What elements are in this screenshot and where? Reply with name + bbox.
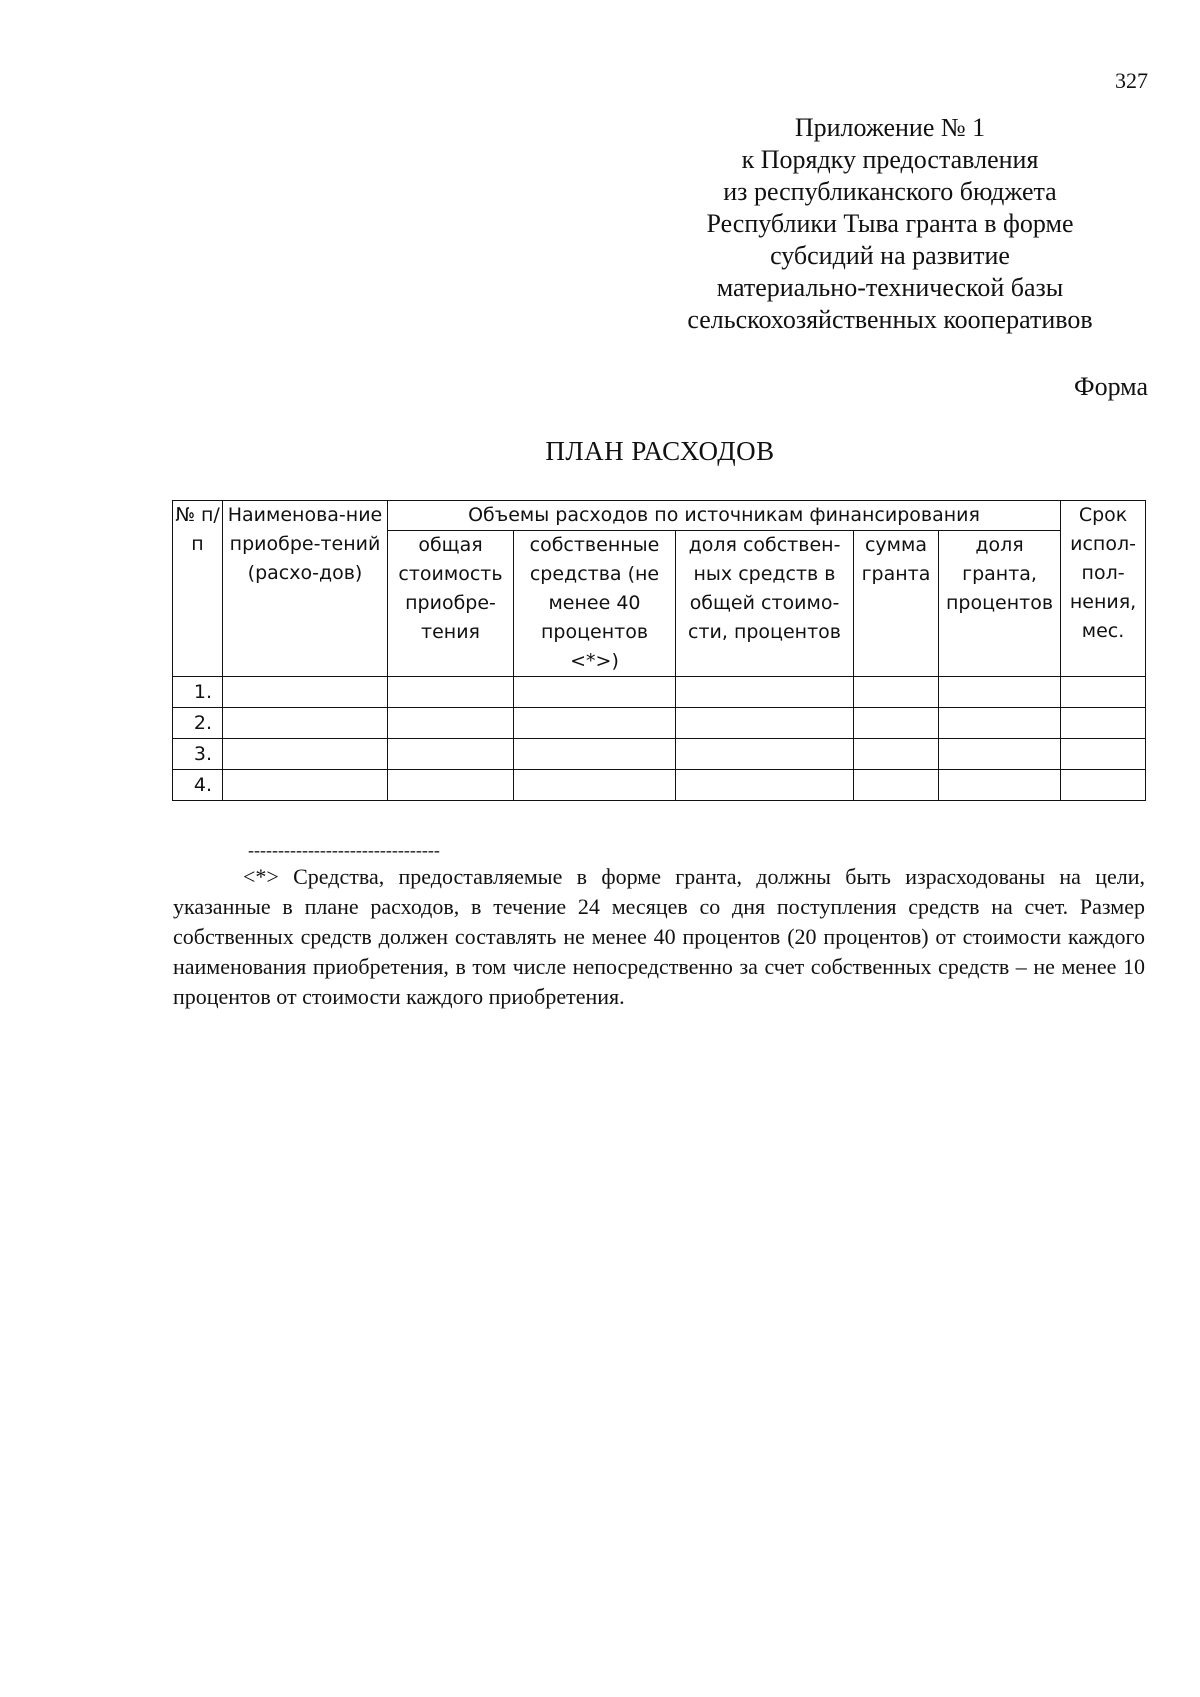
footnote-text: <*> Средства, предоставляемые в форме гранта, должны быть израсходованы на цели, указанные в плане расходов, в течение 24 месяцев со дня поступления средств на счет. Размер собственных средств должен составлять не менее 40 процентов (20 процентов) от стоимости каждого наименования приобретения, в том числе непосредственно за счет собственных средств – не менее 10 процентов от стоимости каждого приобретения. (173, 864, 1145, 1009)
table-cell[interactable] (1061, 739, 1146, 770)
header-grant-share: доля гранта, процентов (939, 531, 1061, 677)
page-number: 327 (1115, 68, 1148, 93)
header-own-share: доля собствен-ных средств в общей стоимо-сти, процентов (676, 531, 854, 677)
table-cell[interactable] (676, 708, 854, 739)
table-cell[interactable] (223, 708, 388, 739)
table-cell[interactable] (388, 739, 514, 770)
table-cell[interactable] (939, 677, 1061, 708)
row-number: 3. (173, 739, 223, 770)
appendix-header (650, 112, 1130, 336)
appendix-line: сельскохозяйственных кооперативов (687, 305, 1093, 334)
table-cell[interactable] (388, 677, 514, 708)
table-cell[interactable] (223, 739, 388, 770)
table-cell[interactable] (223, 770, 388, 801)
appendix-line: Республики Тыва гранта в форме (706, 209, 1074, 238)
table-cell[interactable] (388, 770, 514, 801)
row-number: 1. (173, 677, 223, 708)
table-cell[interactable] (1061, 770, 1146, 801)
page-title: ПЛАН РАСХОДОВ (545, 436, 775, 466)
appendix-line: из республиканского бюджета (723, 177, 1057, 206)
table-cell[interactable] (514, 708, 676, 739)
table-cell[interactable] (854, 770, 939, 801)
appendix-line: материально-технической базы (716, 273, 1064, 302)
table-cell[interactable] (939, 739, 1061, 770)
header-term: Срок испол-пол-нения, мес. (1061, 501, 1146, 677)
table-cell[interactable] (854, 708, 939, 739)
row-number: 4. (173, 770, 223, 801)
header-name: Наименова-ние приобре-тений (расхо-дов) (223, 501, 388, 677)
table-cell[interactable] (1061, 677, 1146, 708)
table-row (173, 708, 1146, 739)
footnote-separator: -------------------------------- (248, 840, 440, 860)
table-row (173, 739, 1146, 770)
table-cell[interactable] (854, 739, 939, 770)
table-cell[interactable] (676, 677, 854, 708)
table-cell[interactable] (514, 770, 676, 801)
table-cell[interactable] (223, 677, 388, 708)
table-cell[interactable] (939, 770, 1061, 801)
header-volumes-group: Объемы расходов по источникам финансирования (388, 501, 1061, 531)
table-cell[interactable] (854, 677, 939, 708)
row-number: 2. (173, 708, 223, 739)
table-cell[interactable] (1061, 708, 1146, 739)
appendix-line: Приложение № 1 (794, 113, 986, 142)
table-cell[interactable] (676, 739, 854, 770)
header-num: № п/п (173, 501, 223, 677)
table-cell[interactable] (676, 770, 854, 801)
footnote (173, 862, 1145, 1012)
appendix-line: субсидий на развитие (770, 241, 1010, 270)
table-cell[interactable] (514, 739, 676, 770)
expense-plan-table (172, 500, 1146, 801)
appendix-line: к Порядку предоставления (741, 145, 1039, 174)
header-total-cost: общая стоимость приобре-тения (388, 531, 514, 677)
table-cell[interactable] (388, 708, 514, 739)
header-own-funds: собственные средства (не менее 40 процентов <*>) (514, 531, 676, 677)
table-cell[interactable] (514, 677, 676, 708)
header-grant-sum: сумма гранта (854, 531, 939, 677)
table-row (173, 770, 1146, 801)
table-cell[interactable] (939, 708, 1061, 739)
table-row (173, 677, 1146, 708)
form-label: Форма (1074, 372, 1148, 401)
